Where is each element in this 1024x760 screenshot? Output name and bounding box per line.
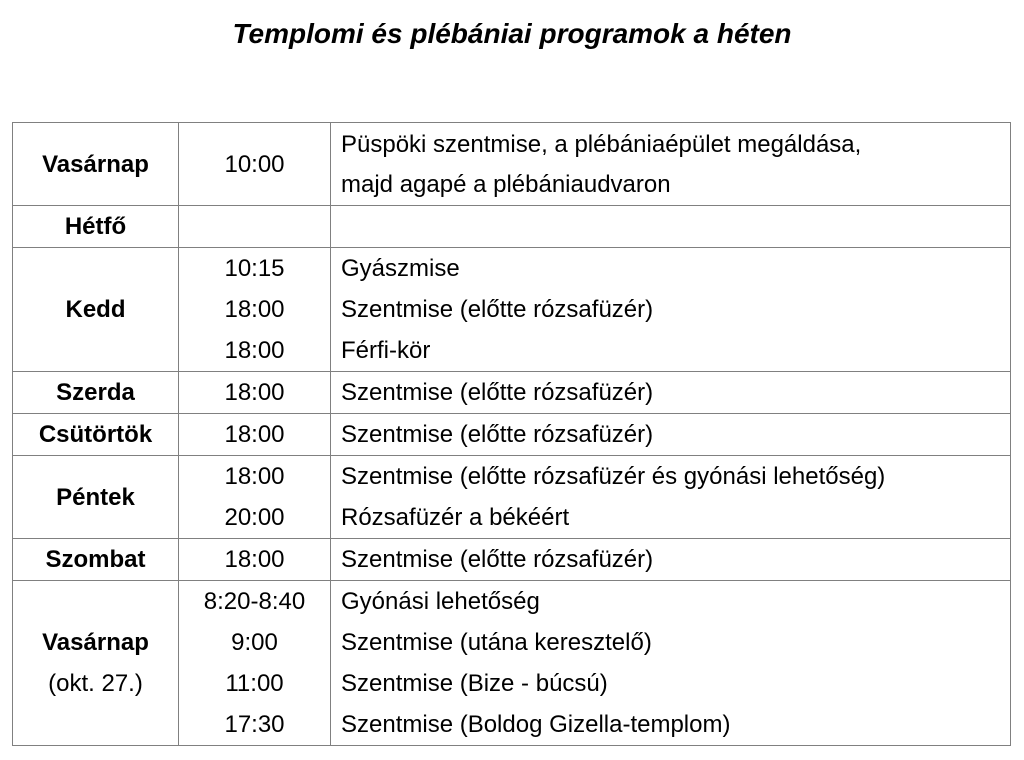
day-date: (okt. 27.)	[48, 670, 143, 697]
day-name: Péntek	[56, 483, 135, 511]
program-text: Szentmise (előtte rózsafüzér)	[341, 421, 654, 448]
day-cell	[13, 372, 179, 414]
program-cell	[331, 456, 1011, 539]
day-name: Szombat	[45, 546, 146, 573]
day-name: Vasárnap	[42, 150, 149, 178]
time-cell	[179, 414, 331, 456]
time-value: 11:00	[225, 670, 284, 697]
day-cell	[13, 539, 179, 581]
program-text: Szentmise (Boldog Gizella-templom)	[341, 711, 731, 738]
program-text: Szentmise (előtte rózsafüzér és gyónási lehetőség)	[341, 463, 886, 490]
program-text: Püspöki szentmise, a plébániaépület megáldása,	[341, 130, 862, 158]
schedule-row-pentek	[13, 456, 1011, 539]
program-text: Rózsafüzér a békéért	[341, 504, 570, 531]
time-cell	[179, 372, 331, 414]
day-cell	[13, 414, 179, 456]
day-name: Vasárnap	[42, 629, 149, 656]
day-name: Csütörtök	[38, 421, 153, 448]
program-text: Férfi-kör	[341, 337, 431, 364]
day-name: Kedd	[65, 296, 126, 323]
day-name: Hétfő	[64, 213, 127, 240]
schedule-row-szerda	[13, 372, 1011, 414]
schedule-row-hetfo	[13, 206, 1011, 248]
day-cell	[13, 581, 179, 746]
time-value: 18:00	[224, 296, 285, 323]
day-name: Szerda	[56, 379, 135, 406]
schedule-table	[12, 122, 1011, 746]
time-value: 18:00	[224, 421, 285, 448]
program-cell	[331, 123, 1011, 206]
schedule-row-vasarnap	[13, 123, 1011, 206]
time-value: 18:00	[224, 546, 285, 573]
schedule-row-szombat	[13, 539, 1011, 581]
time-cell	[179, 456, 331, 539]
program-text: Szentmise (előtte rózsafüzér)	[341, 379, 654, 406]
time-cell	[179, 123, 331, 206]
program-cell	[331, 372, 1011, 414]
program-text: Gyászmise	[341, 255, 460, 282]
program-text: Szentmise (előtte rózsafüzér)	[341, 296, 654, 323]
day-cell	[13, 248, 179, 372]
day-cell	[13, 456, 179, 539]
time-cell	[179, 206, 331, 248]
program-text: Szentmise (Bize - búcsú)	[341, 670, 608, 697]
program-cell	[331, 414, 1011, 456]
time-cell	[179, 539, 331, 581]
schedule-row-csutortok	[13, 414, 1011, 456]
program-text: Gyónási lehetőség	[341, 588, 540, 615]
time-value: 10:00	[224, 150, 285, 178]
program-text: Szentmise (előtte rózsafüzér)	[341, 546, 654, 573]
day-cell	[13, 206, 179, 248]
schedule-row-kedd	[13, 248, 1011, 372]
time-value: 18:00	[224, 463, 285, 490]
page-title: Templomi és plébániai programok a héten	[232, 18, 792, 49]
day-cell	[13, 123, 179, 206]
program-cell	[331, 206, 1011, 248]
time-value: 17:30	[224, 711, 285, 738]
time-value: 8:20-8:40	[203, 588, 306, 615]
program-cell	[331, 581, 1011, 746]
time-value: 18:00	[224, 337, 285, 364]
time-value: 18:00	[224, 379, 285, 406]
time-value: 9:00	[231, 629, 278, 656]
time-value: 10:15	[224, 255, 285, 282]
program-cell	[331, 248, 1011, 372]
program-cell	[331, 539, 1011, 581]
time-value: 20:00	[224, 504, 285, 531]
program-text: majd agapé a plébániaudvaron	[341, 170, 671, 198]
time-cell	[179, 581, 331, 746]
program-text: Szentmise (utána keresztelő)	[341, 629, 652, 656]
schedule-row-vasarnap-okt27	[13, 581, 1011, 746]
time-cell	[179, 248, 331, 372]
